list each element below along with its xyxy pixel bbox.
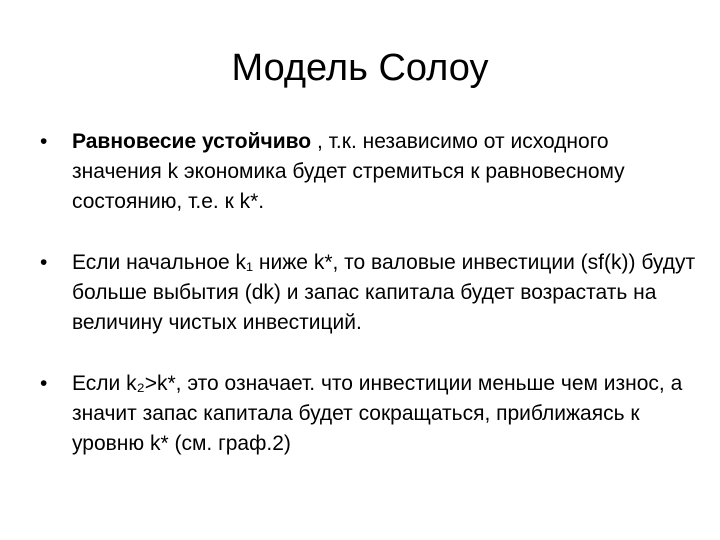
bullet-dot: • [40,130,48,153]
slide-title: Модель Солоу [231,47,489,89]
bullet-item [40,369,700,459]
bullet-dot: • [40,251,48,274]
bullet-text: Если k₂>k*, это означает. что инвестиции меньше чем износ, а значит запас капитала будет сокращаться, приближаясь к уровню k* (см. граф.2) [72,372,683,455]
bullet-item [40,248,700,338]
bullet-item [40,127,700,217]
bullet-text: Если начальное k₁ ниже k*, то валовые инвестиции (sf(k)) будут больше выбытия (dk) и запас капитала будет возрастать на величину чистых инвестиций. [72,251,696,334]
bullet-dot: • [40,372,48,395]
bullet-list [40,127,700,459]
bullet-bold-text: Равновесие устойчиво [72,130,312,153]
bullet-text: , т.к. независимо от исходного значения k экономика будет стремиться к равновесному состоянию, т.е. к k*. [72,130,625,213]
